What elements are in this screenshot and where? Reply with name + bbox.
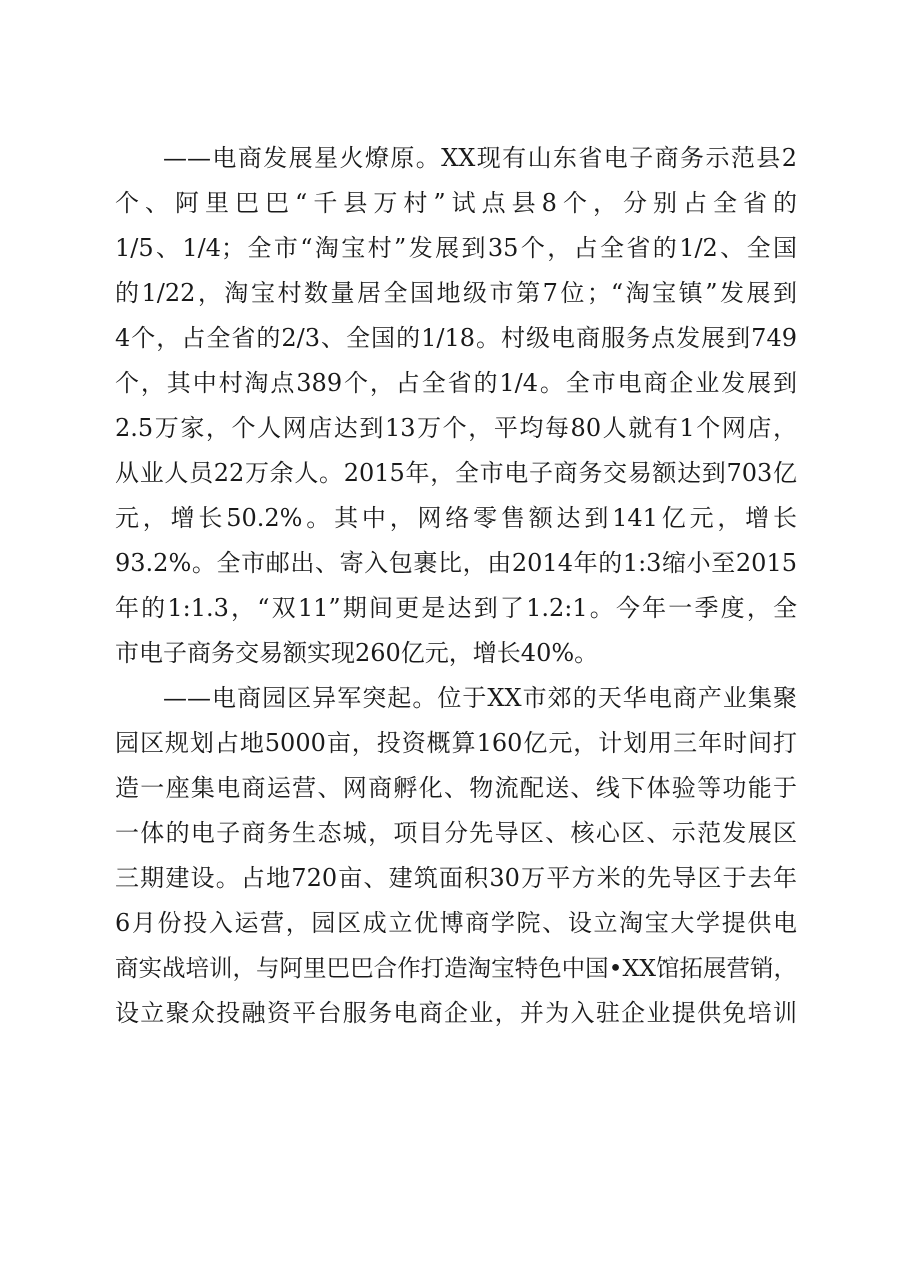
- paragraph-line: 93.2%。全市邮出、寄入包裹比，由2014年的1:3缩小至2015: [115, 549, 797, 577]
- paragraph-line: 一体的电子商务生态城，项目分先导区、核心区、示范发展区: [115, 819, 797, 847]
- paragraph-line: 2.5万家，个人网店达到13万个，平均每80人就有1个网店，: [115, 414, 797, 442]
- paragraph-line: 设立聚众投融资平台服务电商企业，并为入驻企业提供免培训: [115, 999, 797, 1027]
- paragraph-line: 市电子商务交易额实现260亿元，增长40%。: [115, 639, 599, 667]
- paragraph-line: ——电商发展星火燎原。XX现有山东省电子商务示范县2: [163, 144, 797, 172]
- paragraph-line: 1/5、1/4；全市“淘宝村”发展到35个，占全省的1/2、全国: [115, 234, 797, 262]
- paragraph-line: 园区规划占地5000亩，投资概算160亿元，计划用三年时间打: [115, 729, 797, 757]
- paragraph-line: 元，增长50.2%。其中，网络零售额达到141亿元，增长: [115, 504, 797, 532]
- paragraph-line: 4个，占全省的2/3、全国的1/18。村级电商服务点发展到749: [115, 324, 797, 352]
- paragraph-line: 年的1:1.3，“双11”期间更是达到了1.2:1。今年一季度，全: [115, 594, 797, 622]
- paragraph-line: 三期建设。占地720亩、建筑面积30万平方米的先导区于去年: [115, 864, 797, 892]
- paragraph-line: 从业人员22万余人。2015年，全市电子商务交易额达到703亿: [115, 459, 797, 487]
- paragraph-line: 6月份投入运营，园区成立优博商学院、设立淘宝大学提供电: [115, 909, 797, 937]
- paragraph-line: 商实战培训，与阿里巴巴合作打造淘宝特色中国•XX馆拓展营销，: [115, 954, 797, 982]
- paragraph-line: 的1/22，淘宝村数量居全国地级市第7位；“淘宝镇”发展到: [115, 279, 797, 307]
- body-text: [115, 136, 797, 1036]
- paragraph-line: ——电商园区异军突起。位于XX市郊的天华电商产业集聚: [163, 684, 797, 712]
- paragraph-line: 个、阿里巴巴“千县万村”试点县8个，分别占全省的: [115, 189, 797, 217]
- paragraph-line: 造一座集电商运营、网商孵化、物流配送、线下体验等功能于: [115, 774, 797, 802]
- paragraph-line: 个，其中村淘点389个，占全省的1/4。全市电商企业发展到: [115, 369, 797, 397]
